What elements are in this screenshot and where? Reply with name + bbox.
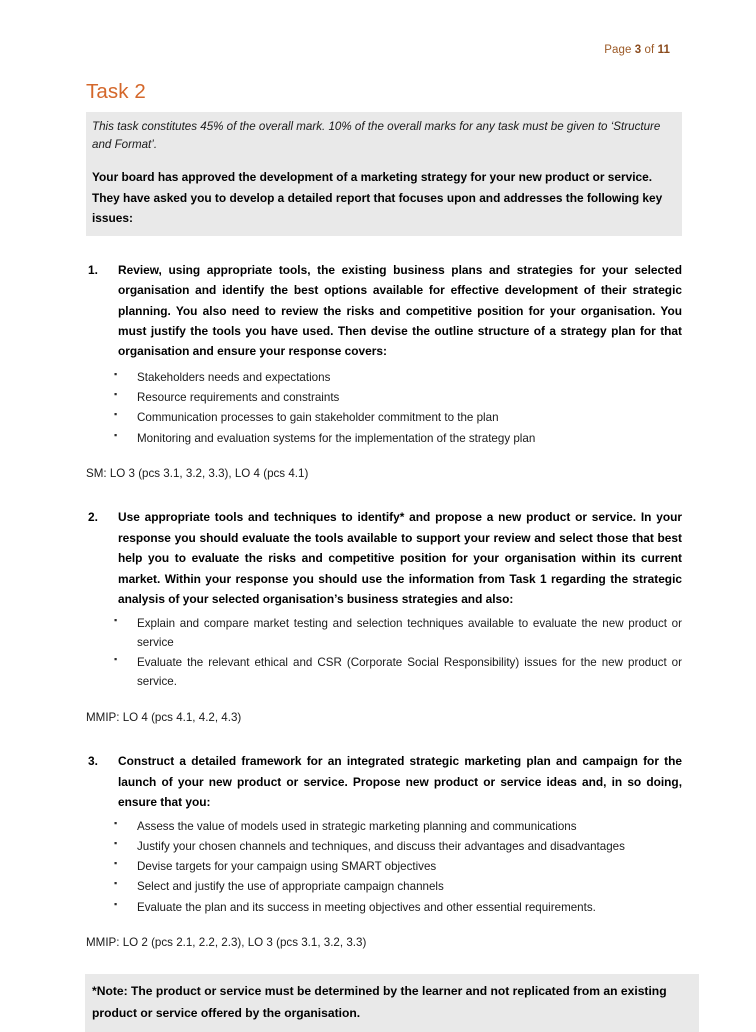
page-number-header bbox=[604, 44, 670, 56]
intro-shaded-block bbox=[86, 112, 682, 236]
list-item: ▪ Resource requirements and constraints bbox=[112, 388, 682, 407]
numbered-item-2 bbox=[86, 507, 682, 609]
numbered-item-1 bbox=[86, 260, 682, 362]
list-item: ▪ Explain and compare market testing and selection techniques available to evaluate the new product or service bbox=[112, 614, 682, 652]
item-2-bullet-list bbox=[86, 614, 682, 692]
item-2-text: Use appropriate tools and techniques to identify* and propose a new product or service. In your response you should evaluate the tools available to support your review and select those that best help you to evaluate the risks and competitive position for your organisation within its current market. Within your response you should use the information from Task 1 regarding the strategic analysis of your selected organisation’s business strategies and also: bbox=[118, 510, 682, 607]
item-1-bullet-list bbox=[86, 368, 682, 448]
note-box bbox=[85, 974, 699, 1032]
numbered-item-3 bbox=[86, 751, 682, 812]
list-item: ▪ Stakeholders needs and expectations bbox=[112, 368, 682, 387]
list-item: ▪ Devise targets for your campaign using SMART objectives bbox=[112, 857, 682, 876]
intro-bold-text: Your board has approved the development of a marketing strategy for your new product or service. They have asked you to develop a detailed report that focuses upon and addresses the following key issues: bbox=[92, 170, 663, 226]
item-3-marker: 3. bbox=[88, 754, 98, 769]
page-header-total: 11 bbox=[657, 44, 670, 56]
list-item: ▪ Assess the value of models used in strategic marketing planning and communications bbox=[112, 817, 682, 836]
list-item: ▪ Justify your chosen channels and techniques, and discuss their advantages and disadvantages bbox=[112, 837, 682, 856]
list-item: ▪ Select and justify the use of appropriate campaign channels bbox=[112, 877, 682, 896]
list-item: ▪ Monitoring and evaluation systems for the implementation of the strategy plan bbox=[112, 429, 682, 448]
list-item: ▪ Communication processes to gain stakeholder commitment to the plan bbox=[112, 408, 682, 427]
list-item: ▪ Evaluate the plan and its success in meeting objectives and other essential requirements. bbox=[112, 898, 682, 917]
item-2-marker: 2. bbox=[88, 510, 98, 525]
item-2-learning-outcomes: MMIP: LO 4 (pcs 4.1, 4.2, 4.3) bbox=[86, 710, 242, 724]
page-header-prefix: Page bbox=[604, 44, 635, 56]
page-title: Task 2 bbox=[86, 80, 146, 103]
intro-italic-text: This task constitutes 45% of the overall mark. 10% of the overall marks for any task must be given to ‘Structure and Format’. bbox=[92, 119, 661, 152]
item-3-text: Construct a detailed framework for an integrated strategic marketing plan and campaign for the launch of your new product or service. Propose new product or service ideas and, in so doing, ensure that you: bbox=[118, 754, 682, 810]
note-text: *Note: The product or service must be determined by the learner and not replicated from an existing product or service offered by the organisation. bbox=[92, 984, 667, 1020]
page-header-separator: of bbox=[641, 44, 658, 56]
item-3-bullet-list bbox=[86, 817, 682, 917]
item-3-learning-outcomes: MMIP: LO 2 (pcs 2.1, 2.2, 2.3), LO 3 (pcs 3.1, 3.2, 3.3) bbox=[86, 935, 367, 949]
document-content bbox=[86, 80, 682, 1032]
item-1-marker: 1. bbox=[88, 262, 98, 277]
item-1-learning-outcomes: SM: LO 3 (pcs 3.1, 3.2, 3.3), LO 4 (pcs 4.1) bbox=[86, 466, 309, 480]
list-item: ▪ Evaluate the relevant ethical and CSR (Corporate Social Responsibility) issues for the new product or service. bbox=[112, 653, 682, 691]
item-1-text: Review, using appropriate tools, the existing business plans and strategies for your selected organisation and identify the best options available for effective development of their strategic planning. You also need to review the risks and competitive position for your organisation. You must justify the tools you have used. Then devise the outline structure of a strategy plan for that organisation and ensure your response covers: bbox=[118, 262, 682, 359]
page-header-current: 3 bbox=[634, 44, 642, 56]
